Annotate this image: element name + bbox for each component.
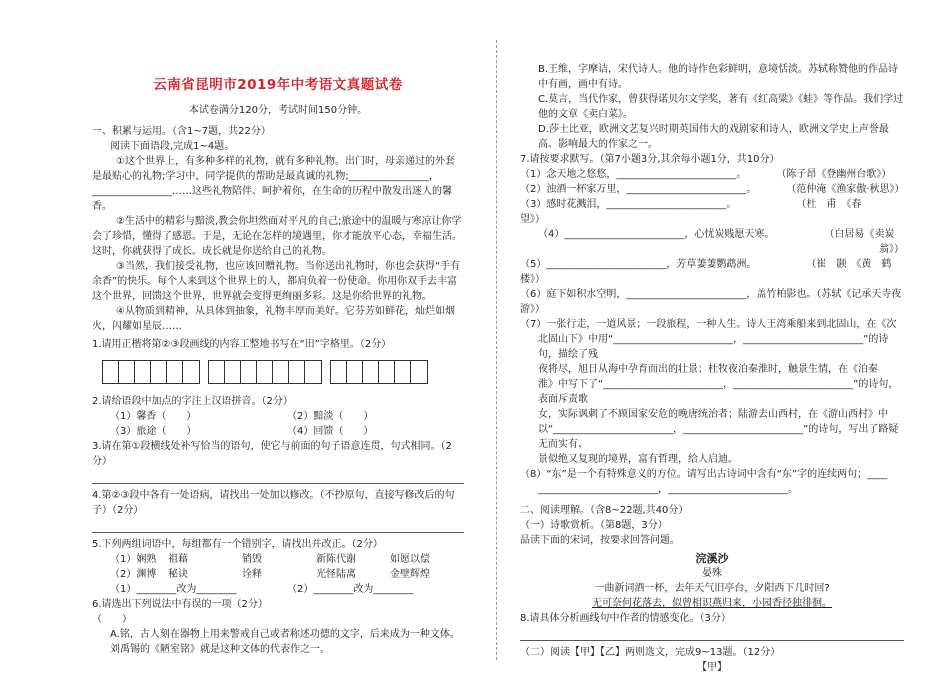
reading-instruction: 阅读下面语段,完成1~4题。 bbox=[110, 141, 235, 152]
q5-word: 金壁辉煌 bbox=[390, 569, 430, 580]
q5-word: 诠释 bbox=[242, 569, 262, 580]
section-2-heading: 二、阅读理解。（含8~22题,共40分） bbox=[520, 505, 689, 516]
q5-word: （1）娴熟 bbox=[110, 554, 157, 565]
q7-line-2: （2）浊酒一杯家万里，________________________。 （范仲淹《渔家傲·秋思》） bbox=[520, 184, 905, 195]
q7-line-5: （5）________________________，芳草萋萋鹦鹉洲。 （崔 颢 《黄 鹤 bbox=[520, 259, 892, 270]
section-2-sub-1: （一）诗歌赏析。（第8题，3分） bbox=[520, 520, 668, 531]
q5-fix-row bbox=[92, 582, 464, 597]
q2-item-3[interactable]: （3）旅途（ ） bbox=[110, 426, 197, 437]
q7-line-7d: 淮》中写下了“________________________，________________________”的诗句，表面斥责歌 bbox=[538, 379, 899, 405]
passage-para-2: ②生活中的精彩与黯淡,教会你坦然面对平凡的自己;旅途中的温暖与寒凉让你学会了珍惜，懂得了感恩。于是，无论在怎样的境遇里，你才能放平心态，幸福生活。这时，你就获得了成长。成长就是你送给自己的礼物。 bbox=[92, 216, 462, 257]
q7-line-7a: （7）一张行走，一道风景；一段旅程，一种人生。诗人王湾乘船来到北固山，在《次 bbox=[520, 319, 897, 330]
q5-word: 光怪陆离 bbox=[316, 569, 356, 580]
exam-intro: 本试卷满分120分，考试时间150分钟。 bbox=[188, 105, 368, 116]
q6-option-c: C.莫言，当代作家，曾获得诺贝尔文学奖，著有《红高粱》《蛙》等作品。我们学过他的文章《卖白菜》。 bbox=[538, 94, 904, 120]
q7-line-7g: 景似绝又复现的境界，富有哲理，给人启迪。 bbox=[538, 454, 738, 465]
tianzige-block-2[interactable] bbox=[208, 360, 322, 384]
poem-author: 晏殊 bbox=[702, 568, 722, 579]
q2-row-2 bbox=[92, 424, 464, 439]
q6-option-b: B.王维，字摩诘，宋代诗人。他的诗作色彩鲜明，意境恬淡。苏轼称赞他的作品诗中有画，画中有诗。 bbox=[538, 64, 899, 90]
q6-option-a: A.铭，古人刻在器物上用来警戒自己或者称述功德的文字，后来成为一种文体。刘禹锡的《陋室铭》就是这种文体的代表作之一。 bbox=[110, 629, 460, 655]
q7-line-3-cont: 望》） bbox=[520, 214, 545, 225]
tianzige-block-3[interactable] bbox=[330, 360, 428, 384]
question-2: 2.请给语段中加点的字注上汉语拼音。（2分） bbox=[92, 396, 293, 407]
q7-line-6: （6）庭下如积水空明，________________________，盖竹柏影也。（苏轼《记承天寺夜 bbox=[520, 289, 902, 300]
question-8: 8.请具体分析画线句中作者的情感变化。（3分） bbox=[520, 613, 731, 624]
answer-line-4[interactable] bbox=[92, 522, 464, 533]
q7-line-7e: 女，实际讽刺了不顾国家安危的晚唐统治者；陆游去山西村，在《游山西村》中 bbox=[538, 409, 888, 420]
q7-line-5-cont: 楼》） bbox=[520, 274, 545, 285]
exam-title: 云南省昆明市2019年中考语文真题试卷 bbox=[153, 77, 403, 93]
question-4: 4.第②③段中各有一处语病，请找出一处加以修改。（不抄原句，直接写修改后的句子）（2分） bbox=[92, 490, 455, 516]
answer-line-3[interactable] bbox=[92, 473, 464, 484]
q7-line-8a: （8）“东”是一个有特殊意义的方位。请写出古诗词中含有“东”字的连续两句；____ bbox=[520, 469, 888, 480]
q5-fix-1[interactable]: （1）________改为________ bbox=[110, 584, 237, 595]
passage-jia-label: 【甲】 bbox=[697, 662, 727, 673]
q7-line-1: （1）念天地之悠悠，________________________。 （陈子昂《登幽州台歌》） bbox=[520, 169, 892, 180]
q7-line-7c: 夜将尽，旭日从海中孕育而出的壮景；杜牧夜泊秦淮时，触景生情，在《泊秦 bbox=[538, 364, 878, 375]
q2-item-2[interactable]: （2）黯淡（ ） bbox=[287, 411, 374, 422]
left-column bbox=[92, 77, 483, 657]
question-3: 3.请在第①段横线处补写恰当的语句，使它与前面的句子语意连贯，句式相同。（2分） bbox=[92, 441, 452, 467]
q7-line-6-cont: 游》） bbox=[520, 304, 545, 315]
q5-word-row-1 bbox=[92, 552, 464, 567]
column-divider bbox=[496, 40, 497, 660]
tianzige-block-1[interactable] bbox=[102, 360, 200, 384]
q7-line-4: （4）________________________，心忧炭贱愿天寒。 （白居易《卖炭 bbox=[538, 229, 895, 240]
q2-item-4[interactable]: （4）回馈（ ） bbox=[287, 426, 374, 437]
question-7: 7.请按要求默写。（第7小题3分,其余每小题1分，共10分） bbox=[520, 154, 780, 165]
q5-word: 秘诀 bbox=[168, 569, 188, 580]
q7-line-8b: ________________________，________________________。 bbox=[538, 484, 798, 495]
question-6: 6.请选出下列说法中有误的一项（2分） （ ） bbox=[92, 599, 483, 625]
q7-line-3: （3）感时花溅泪，________________________。 （杜 甫 《春 bbox=[520, 199, 862, 210]
question-1: 1.请用正楷将第②③段画线的内容工整地书写在“田”字格里。（2分） bbox=[92, 339, 392, 350]
question-5: 5.下列两组词语中，每组都有一个错别字，请找出并改正。（2分） bbox=[92, 539, 383, 550]
q5-word: 新陈代谢 bbox=[316, 554, 356, 565]
poem-instruction: 品读下面的宋词，按要求回答问题。 bbox=[520, 535, 680, 546]
q2-item-1[interactable]: （1）馨香（ ） bbox=[110, 411, 197, 422]
q5-word: 祖藉 bbox=[168, 554, 188, 565]
q7-line-7f: 以“________________________，________________________”的诗句，写出了路疑无而实有、 bbox=[538, 424, 899, 450]
passage-para-3: ③当然，我们接受礼物，也应该回赠礼物。当你送出礼物时，你也会获得“手有余香”的快乐。每个人来到这个世界上的人，都肩负着一份使命。你用你双手去丰富这个世界，回馈这个世界，世界就会变得更绚丽多彩。这是你给世界的礼物。 bbox=[92, 261, 461, 302]
q7-line-7b: 北固山下》中用“________________________，________________________”的诗句，描绘了残 bbox=[538, 334, 889, 360]
q7-line-4-cont: 翁》） bbox=[879, 244, 904, 255]
q5-word: （2）渊博 bbox=[110, 569, 157, 580]
poem-line-2-underlined: 无可奈何花落去，似曾相识燕归来，小园香径独徘徊。 bbox=[592, 598, 832, 609]
section-2-sub-2: （二）阅读【甲】【乙】两则选文，完成9~13题。（12分） bbox=[520, 647, 781, 658]
q5-word: 销毁 bbox=[242, 554, 262, 565]
q5-word: 如愿以偿 bbox=[390, 554, 430, 565]
passage-para-1: ①这个世界上，有多种多样的礼物，就有多种礼物。出门时，母亲递过的外套是最贴心的礼物;学习中，同学提供的帮助是最真诚的礼物;________________，________________……这些礼物陪伴、呵护着你，在生命的历程中散发出迷人的馨香。 bbox=[92, 156, 455, 212]
q5-fix-2[interactable]: （2）________改为________ bbox=[287, 584, 414, 595]
section-1-heading: 一、积累与运用。（含1~7题，共22分） bbox=[92, 126, 271, 137]
poem-line-1: 一曲新词酒一杯，去年天气旧亭台，夕阳西下几时回? bbox=[594, 583, 830, 594]
q6-option-d: D.莎士比亚，欧洲文艺复兴时期英国伟大的戏剧家和诗人，欧洲文学史上声誉最高、影响最大的作家之一。 bbox=[538, 124, 889, 150]
q2-row-1 bbox=[92, 409, 464, 424]
right-column bbox=[520, 62, 904, 675]
tianzige-grid[interactable] bbox=[102, 360, 464, 384]
answer-line-8[interactable] bbox=[520, 630, 904, 641]
q5-word-row-2 bbox=[92, 567, 464, 582]
passage-para-4: ④从物质到精神，从具体到抽象，礼物丰厚而美好。它芬芳如鲜花，灿烂如烟火，闪耀如星辰…… bbox=[92, 306, 455, 332]
poem-title: 浣溪沙 bbox=[695, 552, 729, 565]
